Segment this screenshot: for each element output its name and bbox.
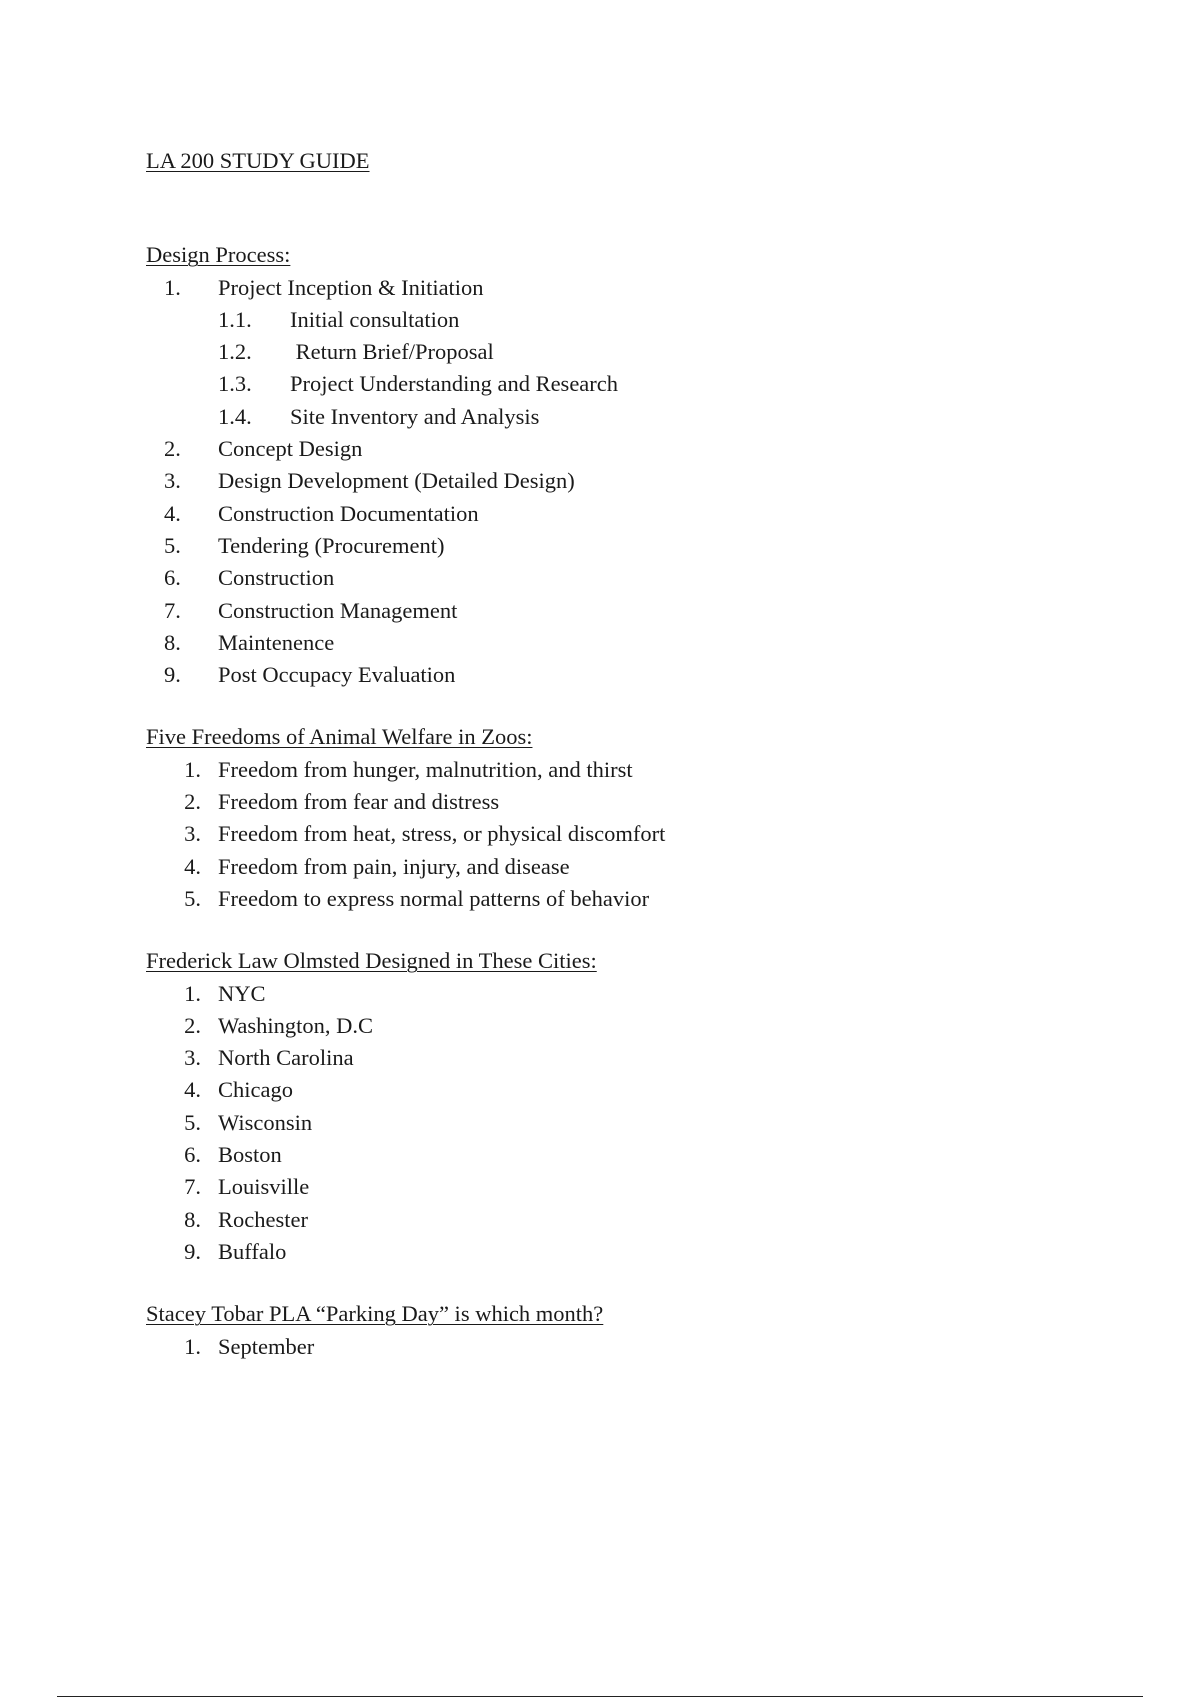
item-text: Construction Management <box>218 597 458 623</box>
item-number: 2. <box>184 1012 201 1038</box>
item-number: 9. <box>184 1238 201 1264</box>
design-process-item <box>146 433 1146 465</box>
olmsted-section <box>146 945 1146 1268</box>
item-number: 5. <box>184 1109 201 1135</box>
olmsted-heading: Frederick Law Olmsted Designed in These Cities: <box>146 948 597 974</box>
design-process-item <box>146 627 1146 659</box>
item-number: 1. <box>164 274 181 300</box>
list-item <box>146 1236 1146 1268</box>
item-text: NYC <box>218 980 266 1006</box>
design-process-item <box>146 562 1146 594</box>
item-text: Boston <box>218 1142 282 1168</box>
list-item <box>146 1139 1146 1171</box>
list-item <box>146 883 1146 915</box>
subitem-text: Return Brief/Proposal <box>290 339 494 365</box>
item-text: Rochester <box>218 1206 308 1232</box>
item-number: 4. <box>184 853 201 879</box>
item-number: 5. <box>184 885 201 911</box>
list-item <box>146 1204 1146 1236</box>
design-process-item <box>146 498 1146 530</box>
item-text: Maintenence <box>218 629 335 655</box>
design-process-item <box>146 659 1146 691</box>
item-number: 1. <box>184 1333 201 1359</box>
item-text: Tendering (Procurement) <box>218 532 445 558</box>
subitem-number: 1.4. <box>218 403 252 429</box>
item-text: Wisconsin <box>218 1109 313 1135</box>
item-text: Construction Documentation <box>218 500 479 526</box>
design-process-subitem <box>146 304 1146 336</box>
list-item <box>146 754 1146 786</box>
design-process-section <box>146 239 1146 691</box>
item-text: Chicago <box>218 1077 293 1103</box>
design-process-item <box>146 465 1146 497</box>
item-number: 2. <box>164 436 181 462</box>
list-item <box>146 1171 1146 1203</box>
item-number: 3. <box>164 468 181 494</box>
design-process-item <box>146 530 1146 562</box>
document-page <box>146 145 1146 1363</box>
parking-day-heading: Stacey Tobar PLA “Parking Day” is which month? <box>146 1301 604 1327</box>
design-process-subitem <box>146 368 1146 400</box>
item-text: Project Inception & Initiation <box>218 274 484 300</box>
five-freedoms-heading: Five Freedoms of Animal Welfare in Zoos: <box>146 724 533 750</box>
list-item <box>146 786 1146 818</box>
document-title: LA 200 STUDY GUIDE <box>146 148 370 173</box>
item-text: Design Development (Detailed Design) <box>218 468 575 494</box>
subitem-text: Project Understanding and Research <box>290 371 619 397</box>
design-process-item <box>146 595 1146 627</box>
item-number: 7. <box>164 597 181 623</box>
list-item <box>146 851 1146 883</box>
item-text: Freedom from pain, injury, and disease <box>218 853 570 879</box>
item-number: 3. <box>184 1045 201 1071</box>
item-number: 6. <box>164 565 181 591</box>
list-item <box>146 1042 1146 1074</box>
item-number: 7. <box>184 1174 201 1200</box>
design-process-item <box>146 272 1146 304</box>
item-number: 9. <box>164 662 181 688</box>
item-text: Buffalo <box>218 1238 287 1264</box>
item-number: 4. <box>164 500 181 526</box>
page-bottom-rule <box>57 1696 1143 1697</box>
subitem-number: 1.2. <box>218 339 252 365</box>
item-text: North Carolina <box>218 1045 354 1071</box>
item-number: 3. <box>184 821 201 847</box>
item-number: 4. <box>184 1077 201 1103</box>
subitem-number: 1.3. <box>218 371 252 397</box>
list-item <box>146 1331 1146 1363</box>
item-text: Construction <box>218 565 335 591</box>
item-number: 1. <box>184 980 201 1006</box>
design-process-subitem <box>146 336 1146 368</box>
subitem-number: 1.1. <box>218 306 252 332</box>
item-number: 5. <box>164 532 181 558</box>
item-text: Freedom from hunger, malnutrition, and thirst <box>218 756 633 782</box>
item-number: 8. <box>164 629 181 655</box>
list-item <box>146 1010 1146 1042</box>
item-text: Washington, D.C <box>218 1012 374 1038</box>
design-process-subitem <box>146 401 1146 433</box>
parking-day-section <box>146 1298 1146 1363</box>
item-number: 6. <box>184 1142 201 1168</box>
item-text: Concept Design <box>218 436 363 462</box>
item-number: 1. <box>184 756 201 782</box>
list-item <box>146 978 1146 1010</box>
list-item <box>146 1107 1146 1139</box>
item-number: 2. <box>184 789 201 815</box>
item-text: Freedom from heat, stress, or physical discomfort <box>218 821 666 847</box>
five-freedoms-section <box>146 721 1146 915</box>
item-text: September <box>218 1333 315 1359</box>
item-text: Freedom to express normal patterns of behavior <box>218 885 650 911</box>
list-item <box>146 1074 1146 1106</box>
item-text: Louisville <box>218 1174 310 1200</box>
item-number: 8. <box>184 1206 201 1232</box>
subitem-text: Initial consultation <box>290 306 460 332</box>
design-process-heading: Design Process: <box>146 242 291 268</box>
item-text: Freedom from fear and distress <box>218 789 500 815</box>
list-item <box>146 818 1146 850</box>
subitem-text: Site Inventory and Analysis <box>290 403 540 429</box>
item-text: Post Occupacy Evaluation <box>218 662 456 688</box>
